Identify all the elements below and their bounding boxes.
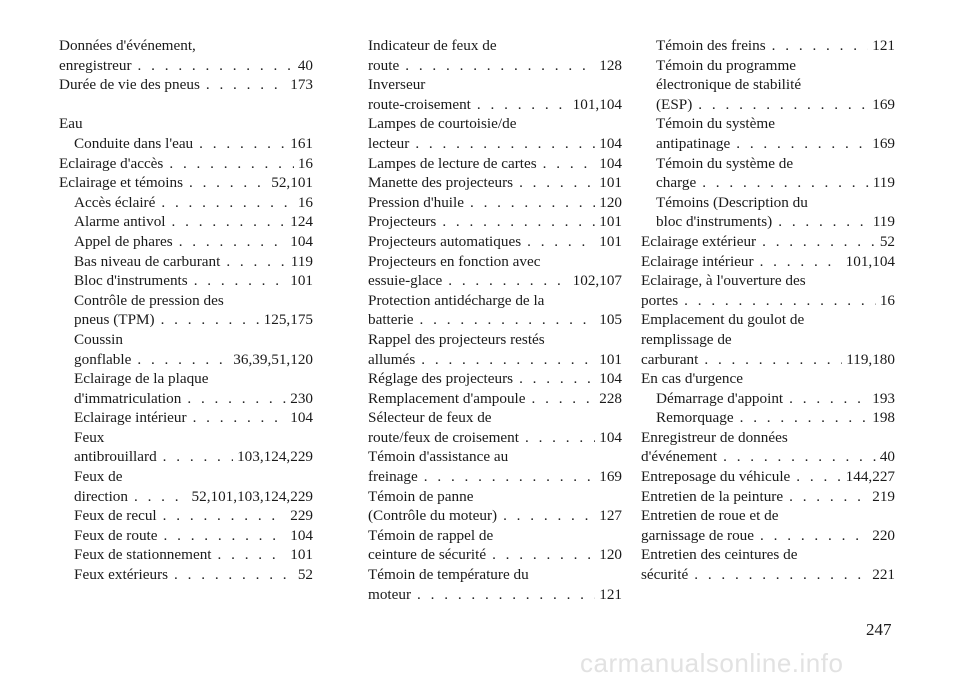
index-subentry [641, 56, 895, 76]
dot-leader [778, 212, 869, 232]
page-reference: 102,107 [572, 272, 622, 290]
index-column-2 [368, 36, 622, 604]
entry-text: Contrôle de pression des [74, 291, 224, 309]
dot-leader [405, 56, 595, 76]
page-reference: 104 [290, 232, 313, 250]
entry-text: remplissage de [641, 330, 732, 348]
page-reference: 52 [879, 232, 895, 250]
index-subentry [59, 134, 313, 154]
index-entry [368, 95, 622, 115]
dot-leader [172, 212, 287, 232]
dot-leader [702, 173, 869, 193]
index-entry [368, 487, 622, 507]
index-entry [641, 330, 895, 350]
entry-text: Manette des projecteurs [368, 174, 514, 192]
index-entry [368, 467, 622, 487]
index-entry [368, 330, 622, 350]
dot-leader [470, 193, 595, 213]
entry-text: Enregistreur de données [641, 428, 788, 446]
dot-leader [421, 350, 595, 370]
dot-leader [420, 310, 596, 330]
index-entry [368, 252, 622, 272]
index-entry [641, 310, 895, 330]
index-subentry [641, 134, 895, 154]
page-reference: 169 [872, 95, 895, 113]
index-entry [368, 369, 622, 389]
dot-leader [163, 447, 233, 467]
entry-text: Bas niveau de carburant [74, 252, 221, 270]
entry-text: Feux de recul [74, 507, 157, 525]
entry-text: Lampes de courtoisie/de [368, 115, 517, 133]
index-entry [368, 291, 622, 311]
entry-text: portes [641, 291, 679, 309]
page-reference: 104 [290, 526, 313, 544]
page-reference: 101,104 [845, 252, 895, 270]
entry-text: Témoin du programme [656, 56, 797, 74]
page-reference: 119 [290, 252, 313, 270]
dot-leader [525, 428, 595, 448]
entry-text: Feux [74, 428, 105, 446]
dot-leader [477, 95, 569, 115]
page-reference: 173 [290, 76, 313, 94]
dot-leader [527, 232, 595, 252]
dot-leader [417, 585, 595, 605]
entry-text: Appel de phares [74, 232, 173, 250]
entry-text: route-croisement [368, 95, 471, 113]
dot-leader [137, 350, 229, 370]
dot-leader [694, 565, 868, 585]
index-subentry [59, 330, 313, 350]
entry-text: d'immatriculation [74, 389, 182, 407]
entry-text: Témoin du système [656, 115, 775, 133]
page-reference: 219 [872, 487, 895, 505]
entry-text: Coussin [74, 330, 123, 348]
entry-text: Eclairage d'accès [59, 154, 164, 172]
index-entry [641, 271, 895, 291]
dot-leader [503, 506, 595, 526]
entry-text: direction [74, 487, 128, 505]
index-subentry [59, 252, 313, 272]
entry-text: Eclairage de la plaque [74, 370, 209, 388]
page-reference: 104 [599, 134, 622, 152]
dot-leader [698, 95, 868, 115]
dot-leader [164, 526, 287, 546]
index-entry [368, 36, 622, 56]
entry-text: Feux de route [74, 526, 158, 544]
dot-leader [424, 467, 595, 487]
index-subentry [641, 154, 895, 174]
page-reference: 104 [290, 409, 313, 427]
entry-text: ceinture de sécurité [368, 546, 487, 564]
index-subentry [59, 271, 313, 291]
entry-text: Entretien de la peinture [641, 487, 784, 505]
entry-text: Conduite dans l'eau [74, 134, 194, 152]
index-subentry [641, 389, 895, 409]
entry-text: enregistreur [59, 56, 132, 74]
page-reference: 120 [599, 546, 622, 564]
entry-text: Témoin d'assistance au [368, 448, 509, 466]
page-reference: 105 [599, 311, 622, 329]
index-entry [641, 232, 895, 252]
index-column-3 [641, 36, 895, 585]
index-entry [368, 154, 622, 174]
entry-text: Eclairage intérieur [74, 409, 187, 427]
dot-leader [760, 526, 868, 546]
page-reference: 52 [297, 566, 313, 584]
page-reference: 16 [297, 154, 313, 172]
index-subentry [59, 193, 313, 213]
index-subentry [59, 545, 313, 565]
page-reference: 128 [599, 56, 622, 74]
index-entry [59, 114, 313, 134]
page-reference: 103,124,229 [237, 448, 313, 466]
page-reference: 169 [872, 134, 895, 152]
index-subentry [59, 369, 313, 389]
page-reference: 120 [599, 193, 622, 211]
index-entry [368, 56, 622, 76]
entry-text: route [368, 56, 400, 74]
entry-text: Témoin de rappel de [368, 526, 494, 544]
index-subentry [59, 526, 313, 546]
page-reference: 52,101,103,124,229 [191, 487, 313, 505]
page-reference: 40 [879, 448, 895, 466]
entry-text: Lampes de lecture de cartes [368, 154, 537, 172]
index-subentry [59, 350, 313, 370]
page-reference: 229 [290, 507, 313, 525]
entry-text: Feux extérieurs [74, 566, 169, 584]
index-entry [59, 36, 313, 56]
index-entry [368, 232, 622, 252]
dot-leader [134, 487, 188, 507]
entry-text: Eclairage intérieur [641, 252, 754, 270]
page-reference: 193 [872, 389, 895, 407]
dot-leader [163, 506, 287, 526]
dot-leader [736, 134, 868, 154]
index-entry [59, 173, 313, 193]
index-subentry [641, 114, 895, 134]
dot-leader [760, 252, 842, 272]
index-entry [368, 350, 622, 370]
index-entry [641, 350, 895, 370]
page-reference: 161 [290, 134, 313, 152]
index-subentry [59, 565, 313, 585]
page-reference: 144,227 [845, 468, 895, 486]
page-reference: 198 [872, 409, 895, 427]
index-entry [368, 212, 622, 232]
dot-leader [684, 291, 876, 311]
page-reference: 121 [599, 585, 622, 603]
index-entry [641, 487, 895, 507]
index-subentry [59, 506, 313, 526]
dot-leader [187, 389, 286, 409]
entry-text: Durée de vie des pneus [59, 76, 200, 94]
index-subentry [59, 232, 313, 252]
dot-leader [532, 389, 596, 409]
entry-text: Indicateur de feux de [368, 37, 497, 54]
entry-text: électronique de stabilité [656, 76, 802, 94]
dot-leader [415, 134, 595, 154]
index-subentry [59, 487, 313, 507]
entry-text: bloc d'instruments) [656, 213, 773, 231]
index-entry [368, 389, 622, 409]
page-reference: 16 [297, 193, 313, 211]
entry-text: Feux de [74, 468, 123, 486]
index-subentry [59, 408, 313, 428]
index-entry [641, 506, 895, 526]
entry-text: Témoin du système de [656, 154, 794, 172]
index-entry [368, 193, 622, 213]
entry-text: Protection antidécharge de la [368, 291, 545, 309]
index-entry [368, 545, 622, 565]
dot-leader [492, 545, 595, 565]
page-reference: 228 [599, 389, 622, 407]
index-entry [368, 506, 622, 526]
dot-leader [161, 193, 293, 213]
page-reference: 119 [872, 213, 895, 231]
page-reference: 101 [599, 350, 622, 368]
dot-leader [723, 447, 876, 467]
page-reference: 36,39,51,120 [233, 350, 313, 368]
index-entry [641, 291, 895, 311]
entry-text: Entretien des ceintures de [641, 546, 798, 564]
index-entry [368, 173, 622, 193]
page-reference: 125,175 [263, 311, 313, 329]
index-entry [641, 526, 895, 546]
entry-text: essuie-glace [368, 272, 443, 290]
index-entry [641, 369, 895, 389]
page-reference: 119,180 [846, 350, 895, 368]
dot-leader [519, 173, 595, 193]
entry-text: Rappel des projecteurs restés [368, 330, 545, 348]
page-number: 247 [866, 620, 892, 639]
index-subentry [59, 447, 313, 467]
entry-text: Feux de stationnement [74, 546, 212, 564]
page-reference: 101 [599, 213, 622, 231]
index-entry [368, 565, 622, 585]
entry-text: antipatinage [656, 134, 731, 152]
page-reference: 104 [599, 370, 622, 388]
entry-text: Projecteurs en fonction avec [368, 252, 541, 270]
index-subentry [59, 310, 313, 330]
dot-leader [448, 271, 568, 291]
entry-text: Données d'événement, [59, 37, 196, 54]
entry-text: freinage [368, 468, 418, 486]
entry-text: carburant [641, 350, 699, 368]
page-reference: 221 [872, 566, 895, 584]
index-entry [59, 56, 313, 76]
page-reference: 101 [599, 174, 622, 192]
page-reference: 101 [290, 272, 313, 290]
index-subentry [59, 389, 313, 409]
page-reference: 220 [872, 526, 895, 544]
entry-text: Accès éclairé [74, 193, 156, 211]
entry-text: route/feux de croisement [368, 428, 519, 446]
index-subentry [641, 36, 895, 56]
entry-text: allumés [368, 350, 416, 368]
dot-leader [789, 487, 868, 507]
entry-text: Témoins (Description du [656, 193, 808, 211]
entry-text: Témoin des freins [656, 37, 766, 54]
entry-text: Alarme antivol [74, 213, 166, 231]
entry-text: batterie [368, 311, 414, 329]
entry-text: Réglage des projecteurs [368, 370, 514, 388]
entry-text: (Contrôle du moteur) [368, 507, 498, 525]
dot-leader [519, 369, 595, 389]
dot-leader [218, 545, 287, 565]
entry-text: Démarrage d'appoint [656, 389, 784, 407]
index-entry [368, 75, 622, 95]
entry-text: Projecteurs automatiques [368, 232, 522, 250]
index-entry [368, 526, 622, 546]
dot-leader [762, 232, 876, 252]
entry-text: Pression d'huile [368, 193, 464, 211]
index-entry [641, 447, 895, 467]
entry-text: d'événement [641, 448, 718, 466]
entry-text: Entreposage du véhicule [641, 468, 791, 486]
index-entry [368, 134, 622, 154]
page-reference: 104 [599, 154, 622, 172]
entry-text: En cas d'urgence [641, 370, 743, 388]
dot-leader [789, 389, 868, 409]
index-entry [641, 428, 895, 448]
dot-leader [138, 56, 294, 76]
dot-leader [169, 154, 293, 174]
dot-leader [189, 173, 267, 193]
watermark: carmanualsonline.info [580, 648, 844, 678]
entry-text: pneus (TPM) [74, 311, 155, 329]
entry-text: Emplacement du goulot de [641, 311, 805, 329]
dot-leader [174, 565, 294, 585]
entry-text: Eclairage, à l'ouverture des [641, 272, 806, 290]
page-reference: 104 [599, 428, 622, 446]
index-subentry [59, 428, 313, 448]
index-entry [641, 252, 895, 272]
dot-leader [543, 154, 596, 174]
blank-line [59, 95, 313, 115]
entry-text: Bloc d'instruments [74, 272, 188, 290]
page-reference: 121 [872, 37, 895, 54]
entry-text: Eclairage et témoins [59, 174, 183, 192]
entry-text: Témoin de panne [368, 487, 474, 505]
index-entry [368, 114, 622, 134]
index-entry [368, 408, 622, 428]
index-subentry [641, 95, 895, 115]
index-entry [641, 467, 895, 487]
entry-text: sécurité [641, 566, 689, 584]
page-reference: 127 [599, 507, 622, 525]
dot-leader [206, 75, 286, 95]
entry-text: moteur [368, 585, 412, 603]
index-entry [59, 154, 313, 174]
page-reference: 52,101 [271, 174, 313, 192]
index-entry [641, 545, 895, 565]
entry-text: Eclairage extérieur [641, 232, 757, 250]
index-subentry [641, 193, 895, 213]
entry-text: gonflable [74, 350, 132, 368]
index-subentry [641, 408, 895, 428]
dot-leader [772, 36, 869, 56]
index-entry [368, 585, 622, 605]
dot-leader [226, 252, 286, 272]
dot-leader [704, 350, 842, 370]
entry-text: Eau [59, 115, 83, 133]
entry-text: antibrouillard [74, 448, 157, 466]
index-entry [368, 447, 622, 467]
dot-leader [442, 212, 595, 232]
entry-text: Inverseur [368, 76, 426, 94]
entry-text: Témoin de température du [368, 566, 529, 584]
dot-leader [194, 271, 287, 291]
index-entry [368, 310, 622, 330]
entry-text: Projecteurs [368, 213, 437, 231]
page-reference: 119 [872, 174, 895, 192]
entry-text: (ESP) [656, 95, 693, 113]
page-reference: 169 [599, 468, 622, 486]
entry-text: Remplacement d'ampoule [368, 389, 526, 407]
dot-leader [179, 232, 287, 252]
index-subentry [641, 75, 895, 95]
dot-leader [161, 310, 260, 330]
entry-text: charge [656, 174, 697, 192]
index-subentry [59, 291, 313, 311]
entry-text: lecteur [368, 134, 410, 152]
index-column-1 [59, 36, 313, 585]
dot-leader [796, 467, 841, 487]
page-reference: 230 [290, 389, 313, 407]
dot-leader [193, 408, 287, 428]
index-subentry [59, 467, 313, 487]
dot-leader [199, 134, 286, 154]
index-entry [368, 271, 622, 291]
page-reference: 101 [599, 232, 622, 250]
index-entry [641, 565, 895, 585]
entry-text: Sélecteur de feux de [368, 409, 492, 427]
page-reference: 101,104 [572, 95, 622, 113]
entry-text: Remorquage [656, 409, 734, 427]
page-reference: 40 [297, 56, 313, 74]
index-entry [59, 75, 313, 95]
dot-leader [740, 408, 869, 428]
index-subentry [641, 173, 895, 193]
index-entry [368, 428, 622, 448]
index-subentry [641, 212, 895, 232]
entry-text: Entretien de roue et de [641, 507, 779, 525]
page-reference: 101 [290, 546, 313, 564]
page-reference: 124 [290, 213, 313, 231]
page-reference: 16 [879, 291, 895, 309]
index-subentry [59, 212, 313, 232]
entry-text: garnissage de roue [641, 526, 755, 544]
